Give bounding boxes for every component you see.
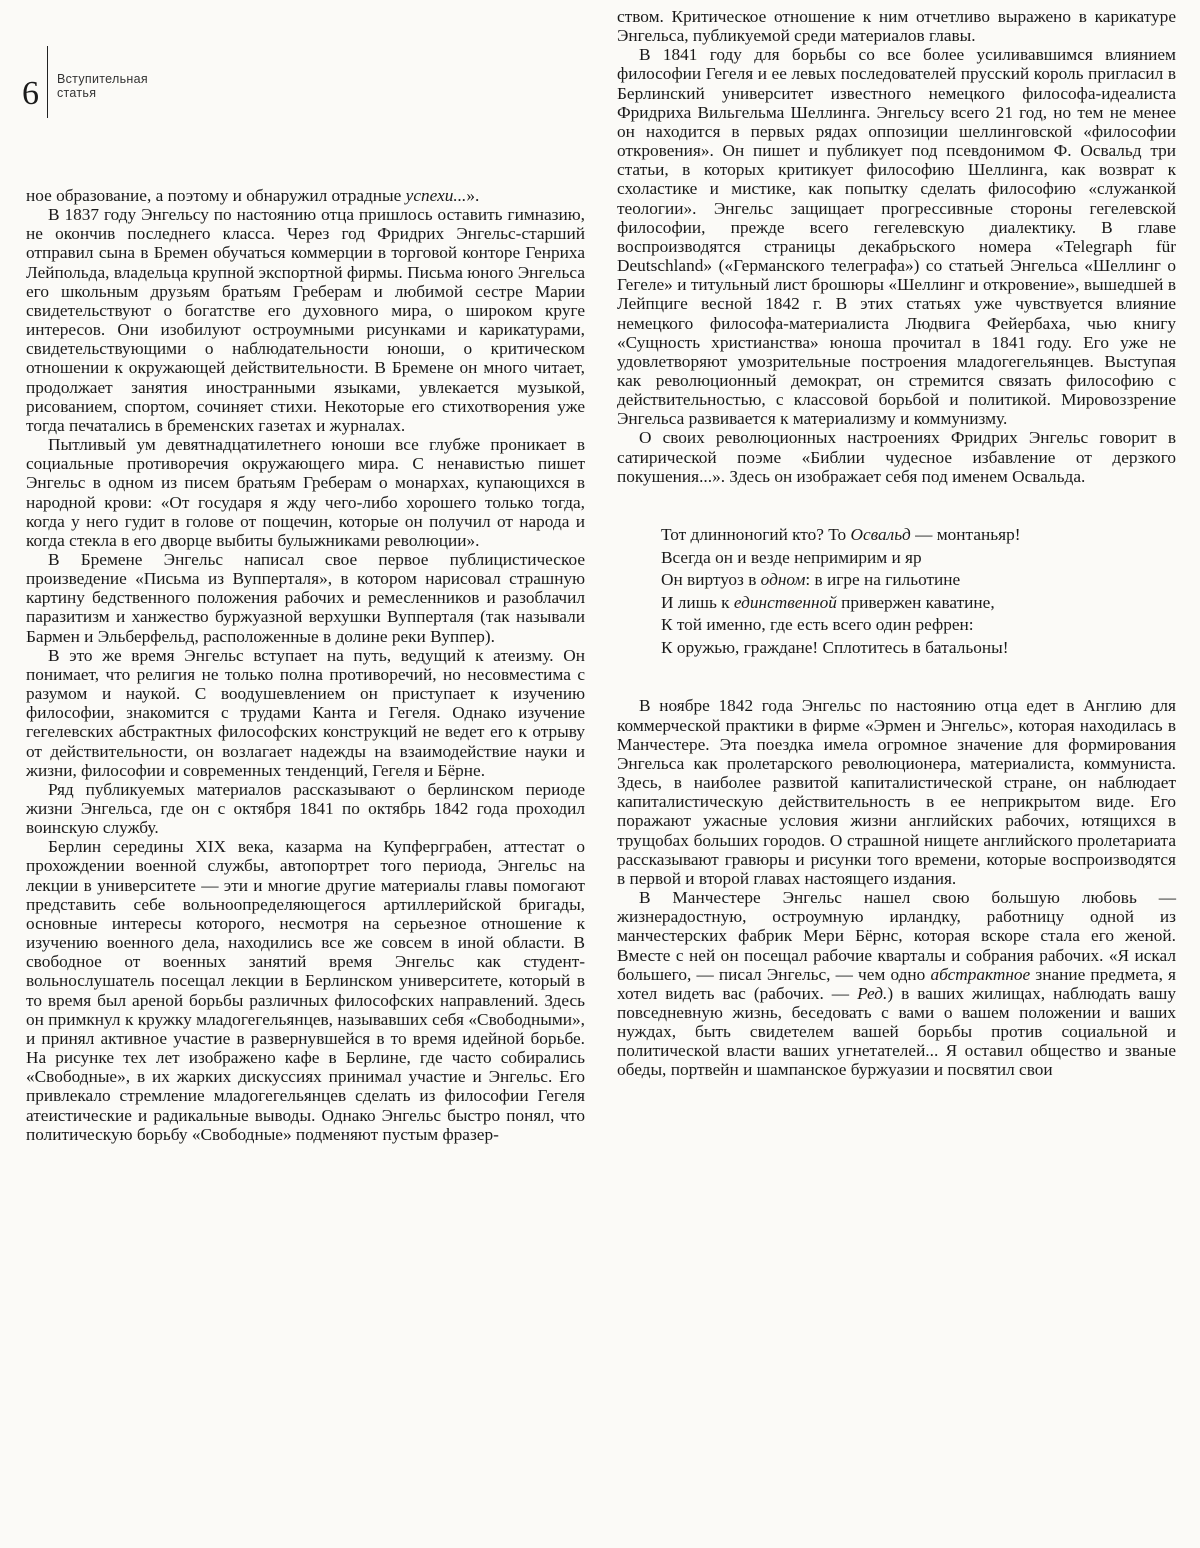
paragraph: Ряд публикуемых материалов рассказывают о берлинском периоде жизни Энгельса, где он с октября 1841 по октябрь 1842 года проходил воинскую службу. (26, 779, 585, 838)
paragraph: В 1841 году для борьбы со все более усиливавшимся влиянием философии Гегеля и ее левых последователей прусский король пригласил в Берлинский университет известного немецкого философа-идеалиста Фридриха Вильгельма Шеллинга. Энгельсу всего 21 год, но тем не менее он находится в первых рядах оппозиции шеллинговской «философии откровения». Он пишет и публикует под псевдонимом Ф. Освальд три статьи, в которых критикует философию Шеллинга, как возврат к схоластике и мистике, как попытку сделать философию «служанкой теологии». Энгельс защищает прогрессивные стороны гегелевской философии, прежде всего гегелевскую диалектику. В главе воспроизводятся страницы декабрьского номера «Telegraph für Deutschland» («Германского телеграфа») со статьей Энгельса «Шеллинг о Гегеле» и титульный лист брошюры «Шеллинг и откровение», вышедшей в Лейпциге весной 1842 г. В этих статьях уже чувствуется влияние немецкого философа-материалиста Людвига Фейербаха, чью книгу «Сущность христианства» юноша прочитал в 1841 году. Его уже не удовлетворяют умозрительные построения младогегельянцев. Выступая как революционный демократ, он стремится связать философию с действительностью, с классовой борьбой и политикой. Мировоззрение Энгельса развивается к материализму и коммунизму. (617, 45, 1176, 429)
poem-line: Тот длинноногий кто? То Освальд — монтаньяр! (661, 524, 1021, 544)
paragraph: Берлин середины XIX века, казарма на Купферграбен, аттестат о прохождении военной службы, автопортрет того периода, Энгельс на лекции в университете — эти и многие другие материалы главы помогают представить себе вольноопределяющегося артиллерийской бригады, основные интересы которого, несмотря на серьезное отношение к изучению военного дела, находились все же совсем в иной области. В свободное от военных занятий время Энгельс как студент-вольнослушатель посещал лекции в Берлинском университете, который в то время был ареной борьбы различных философских направлений. Здесь он примкнул к кружку младогегельянцев, называвших себя «Свободными», и принял активное участие в развернувшейся в то время идейной борьбе. На рисунке тех лет изображено кафе в Берлине, где часто собирались «Свободные», в их жарких дискуссиях принимал участие и Энгельс. Его привлекало стремление младогегельянцев сделать из философии Гегеля атеистические и радикальные выводы. Однако Энгельс быстро понял, что политическую борьбу «Свободные» подменяют пустым фразер- (26, 837, 585, 1144)
paragraph: В Бремене Энгельс написал свое первое публицистическое произведение «Письма из Вупперталя», в котором нарисовал страшную картину бедственного положения рабочих и ремесленников и разоблачил паразитизм и ханжество буржуазной верхушки Вупперталя (так называли Бармен и Эльберфельд, расположенные в долине реки Вуппер). (26, 549, 585, 646)
section-title-line1: Вступительная (57, 72, 148, 86)
paragraph: В 1837 году Энгельсу по настоянию отца пришлось оставить гимназию, не окончив последнего класса. Через год Фридрих Энгельс-старший отправил сына в Бремен обучаться коммерции в торговой конторе Генриха Лейпольда, владельца крупной экспортной фирмы. Письма юного Энгельса его школьным друзьям братьям Греберам и любимой сестре Марии свидетельствуют о богатстве его духовного мира, о широком круге интересов. Они изобилуют остроумными рисунками и карикатурами, свидетельствующими о наблюдательности юноши, о критическом отношении к окружающей действительности. В Бремене он много читает, продолжает занятия иностранными языками, увлекается музыкой, рисованием, спортом, сочиняет стихи. Некоторые его стихотворения уже тогда печатались в бременских газетах и журналах. (26, 205, 585, 435)
page-number: 6 (22, 75, 39, 112)
italic-text: Ред. (857, 983, 888, 1003)
italic-text: успехи... (405, 186, 467, 205)
header-divider (47, 46, 48, 118)
italic-text: абстрактное (930, 964, 1031, 984)
poem-line: Всегда он и везде непримирим и яр (661, 547, 922, 567)
paragraph: Пытливый ум девятнадцатилетнего юноши все глубже проникает в социальные противоречия окружающего мира. С ненавистью пишет Энгельс в одном из писем братьям Греберам о монархах, купающихся в народной крови: «От государя я жду чего-либо хорошего только тогда, когда у него гудит в голове от пощечин, которые он получил от народа и когда стекла в его дворце выбиты булыжниками революции». (26, 435, 585, 550)
paragraph: О своих революционных настроениях Фридрих Энгельс говорит в сатирической поэме «Библии чудесное избавление от дерзкого покушения...». Здесь он изображает себя под именем Освальда. (617, 428, 1176, 486)
poem-quote (661, 524, 1176, 660)
paragraph: В Манчестере Энгельс нашел свою большую любовь — жизнерадостную, остроумную ирландку, работницу одной из манчестерских фабрик Мери Бёрнс, которая вскоре стала его женой. Вместе с ней он посещал рабочие кварталы и собрания рабочих. «Я искал большего, — писал Энгельс, — чем одно абстрактное знание предмета, я хотел видеть вас (рабочих. — Ред.) в ваших жилищах, наблюдать вашу повседневную жизнь, беседовать с вами о вашем положении и ваших нуждах, быть свидетелем вашей борьбы против социальной и политической власти ваших угнетателей... Я оставил общество и званые обеды, портвейн и шампанское буржуазии и посвятил свои (617, 888, 1177, 1080)
right-column (617, 7, 1176, 1080)
section-title (57, 72, 217, 100)
poem-line: И лишь к единственной привержен каватине, (661, 592, 995, 612)
left-column (26, 186, 585, 1144)
paragraph: ством. Критическое отношение к ним отчетливо выражено в карикатуре Энгельса, публикуемой среди материалов главы. (617, 7, 1176, 46)
poem-line: К оружью, граждане! Сплотитесь в батальоны! (661, 637, 1009, 657)
poem-line: К той именно, где есть всего один рефрен: (661, 615, 974, 635)
paragraph: В это же время Энгельс вступает на путь, ведущий к атеизму. Он понимает, что религия не только полна противоречий, но несовместима с разумом и наукой. С воодушевлением он приступает к изучению философии, знакомится с трудами Канта и Гегеля. Однако изучение гегелевских абстрактных философских конструкций не ведет его к отрыву от действительности, он возлагает надежды на взаимодействие науки и жизни, философии и современных тенденций, Гегеля и Бёрне. (26, 645, 585, 780)
paragraph: ное образование, а поэтому и обнаружил отрадные успехи...». (26, 186, 480, 205)
poem-line: Он виртуоз в одном: в игре на гильотине (661, 570, 961, 590)
section-title-line2: статья (57, 86, 97, 100)
paragraph: В ноябре 1842 года Энгельс по настоянию отца едет в Англию для коммерческой практики в фирме «Эрмен и Энгельс», которая находилась в Манчестере. Эта поездка имела огромное значение для формирования Энгельса как пролетарского революционера, материалиста, коммуниста. Здесь, в наиболее развитой капиталистической стране, он наблюдает капиталистическую действительность в ее неприкрытом виде. Его поражают ужасные условия жизни английских рабочих, ютящихся в трущобах больших городов. О страшной нищете английского пролетариата рассказывают гравюры и рисунки того времени, которые воспроизводятся в первой и второй главах настоящего издания. (617, 696, 1176, 888)
